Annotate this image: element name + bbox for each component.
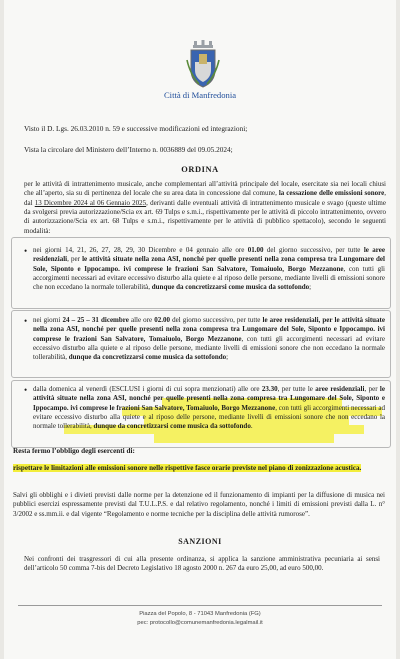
obligation-heading: Resta fermo l’obbligo degli esercenti di:: [13, 447, 135, 455]
footer-divider: [18, 605, 382, 606]
vista-line: Vista la circolare del Ministero dell’Interno n. 0036889 del 09.05.2024;: [24, 145, 233, 154]
sanzioni-paragraph: Nei confronti dei trasgressori di cui alla presente ordinanza, si applica la sanzione amministrativa pecuniaria ai sensi dell’articolo 50 comma 7-bis del Decreto Legislativo 18 agosto 2000 n. 267 da euro 25,00, ad euro 500,00.: [24, 555, 380, 573]
document-page: [4, 0, 396, 659]
city-name: Città di Manfredonia: [163, 90, 237, 100]
obligation-text: rispettare le limitazioni alle emissioni sonore nelle rispettive fasce orarie previste nel piano di zonizzazione acustica.: [13, 464, 362, 472]
schedule-item-1: nei giorni 14, 21, 26, 27, 28, 29, 30 Dicembre e 04 gennaio alle ore 01.00 del giorno successivo, per tutte le aree residenziali, per le attività situate nella zona ASI, nonché per quelle presenti nella zona compresa tra Lungomare del Sole, Siponto e Ippocampo. ivi comprese le frazioni San Salvatore, Tomaiuolo, Borgo Mezzanone, con tutti gli accorgimenti necessari ad evitare eccessivo disturbo alla quiete e al riposo delle persone, mediante livelli di emissioni sonore che non eccedano la normale tollerabilità, dunque da concretizzarsi come musica da sottofondo;: [33, 246, 385, 292]
intro-paragraph: per le attività di intrattenimento musicale, anche complementari all’attività principale del locale, esercitate sia nei locali chiusi che all’aperto, sia su di pertinenza del locale che su area data in concessione dal comune, la cessazione delle emissioni sonore, dal 13 Dicembre 2024 al 06 Gennaio 2025, derivanti dalle eventuali attività di intrattenimento musicale e svago (queste ultime da svolgersi previa autorizzazione/Scia ex art. 69 Tulps e s.m.i., rispettivamente per le attività di piccolo intrattenimento, ovvero di autorizzazione/Scia ex art. 68 Tulps e s.m.i., rispettivamente per le attività di pubblico spettacolo), secondo le seguenti modalità:: [24, 180, 386, 235]
schedule-item-2: nei giorni 24 – 25 – 31 dicembre alle ore 02.00 del giorno successivo, per tutte le aree residenziali, per le attività situate nella zona ASI, nonché per quelle presenti nella zona compresa tra Lungomare del Sole, Siponto e Ippocampo. ivi comprese le frazioni San Salvatore, Tomaiuolo, Borgo Mezzanone, con tutti gli accorgimenti necessari ad evitare eccessivo disturbo alla quiete e al riposo delle persone, mediante livelli di emissioni sonore che non eccedano la normale tollerabilità, dunque da concretizzarsi come musica da sottofondo;: [33, 316, 385, 362]
bullet-2: •: [24, 316, 28, 326]
highlight-mark: [154, 434, 334, 443]
schedule-item-3: dalla domenica al venerdì (ESCLUSI i giorni di cui sopra menzionati) alle ore 23.30, per tutte le aree residenziali, per le attività situate nella zona ASI, nonché per quelle presenti nella zona compresa tra Lungomare del Sole, Siponto e Ippocampo. ivi comprese le frazioni San Salvatore, Tomaiuolo, Borgo Mezzanone, con tutti gli accorgimenti necessari ad evitare eccessivo disturbo alla quiete e al riposo delle persone, mediante livelli di emissioni sonore che non eccedano la normale tollerabilità, dunque da concretizzarsi come musica da sottofondo.: [33, 385, 385, 431]
visto-line: Visto il D. Lgs. 26.03.2010 n. 59 e successive modificazioni ed integrazioni;: [24, 124, 248, 133]
bullet-1: •: [24, 246, 28, 256]
ordina-heading: ORDINA: [181, 165, 219, 174]
bullet-3: •: [24, 385, 28, 395]
sanzioni-heading: SANZIONI: [178, 537, 222, 546]
footer-pec: pec: protocollo@comunemanfredonia.legalmail.it: [137, 620, 263, 626]
city-crest-icon: [185, 40, 221, 88]
footer-address: Piazza del Popolo, 8 - 71043 Manfredonia (FG): [139, 611, 261, 617]
salvi-paragraph: Salvi gli obblighi e i divieti previsti dalle norme per la detenzione ed il funzionamento di impianti per la diffusione di musica nei pubblici esercizi espressamente previsti dal T.U.L.P.S. e dal relativo regolamento, nonché i limiti di emissioni previsti dalla L. n° 3/2002 e ss.mm.ii. e dal vigente “Regolamento e norme tecniche per la disciplina delle attività rumorose”.: [13, 491, 385, 518]
